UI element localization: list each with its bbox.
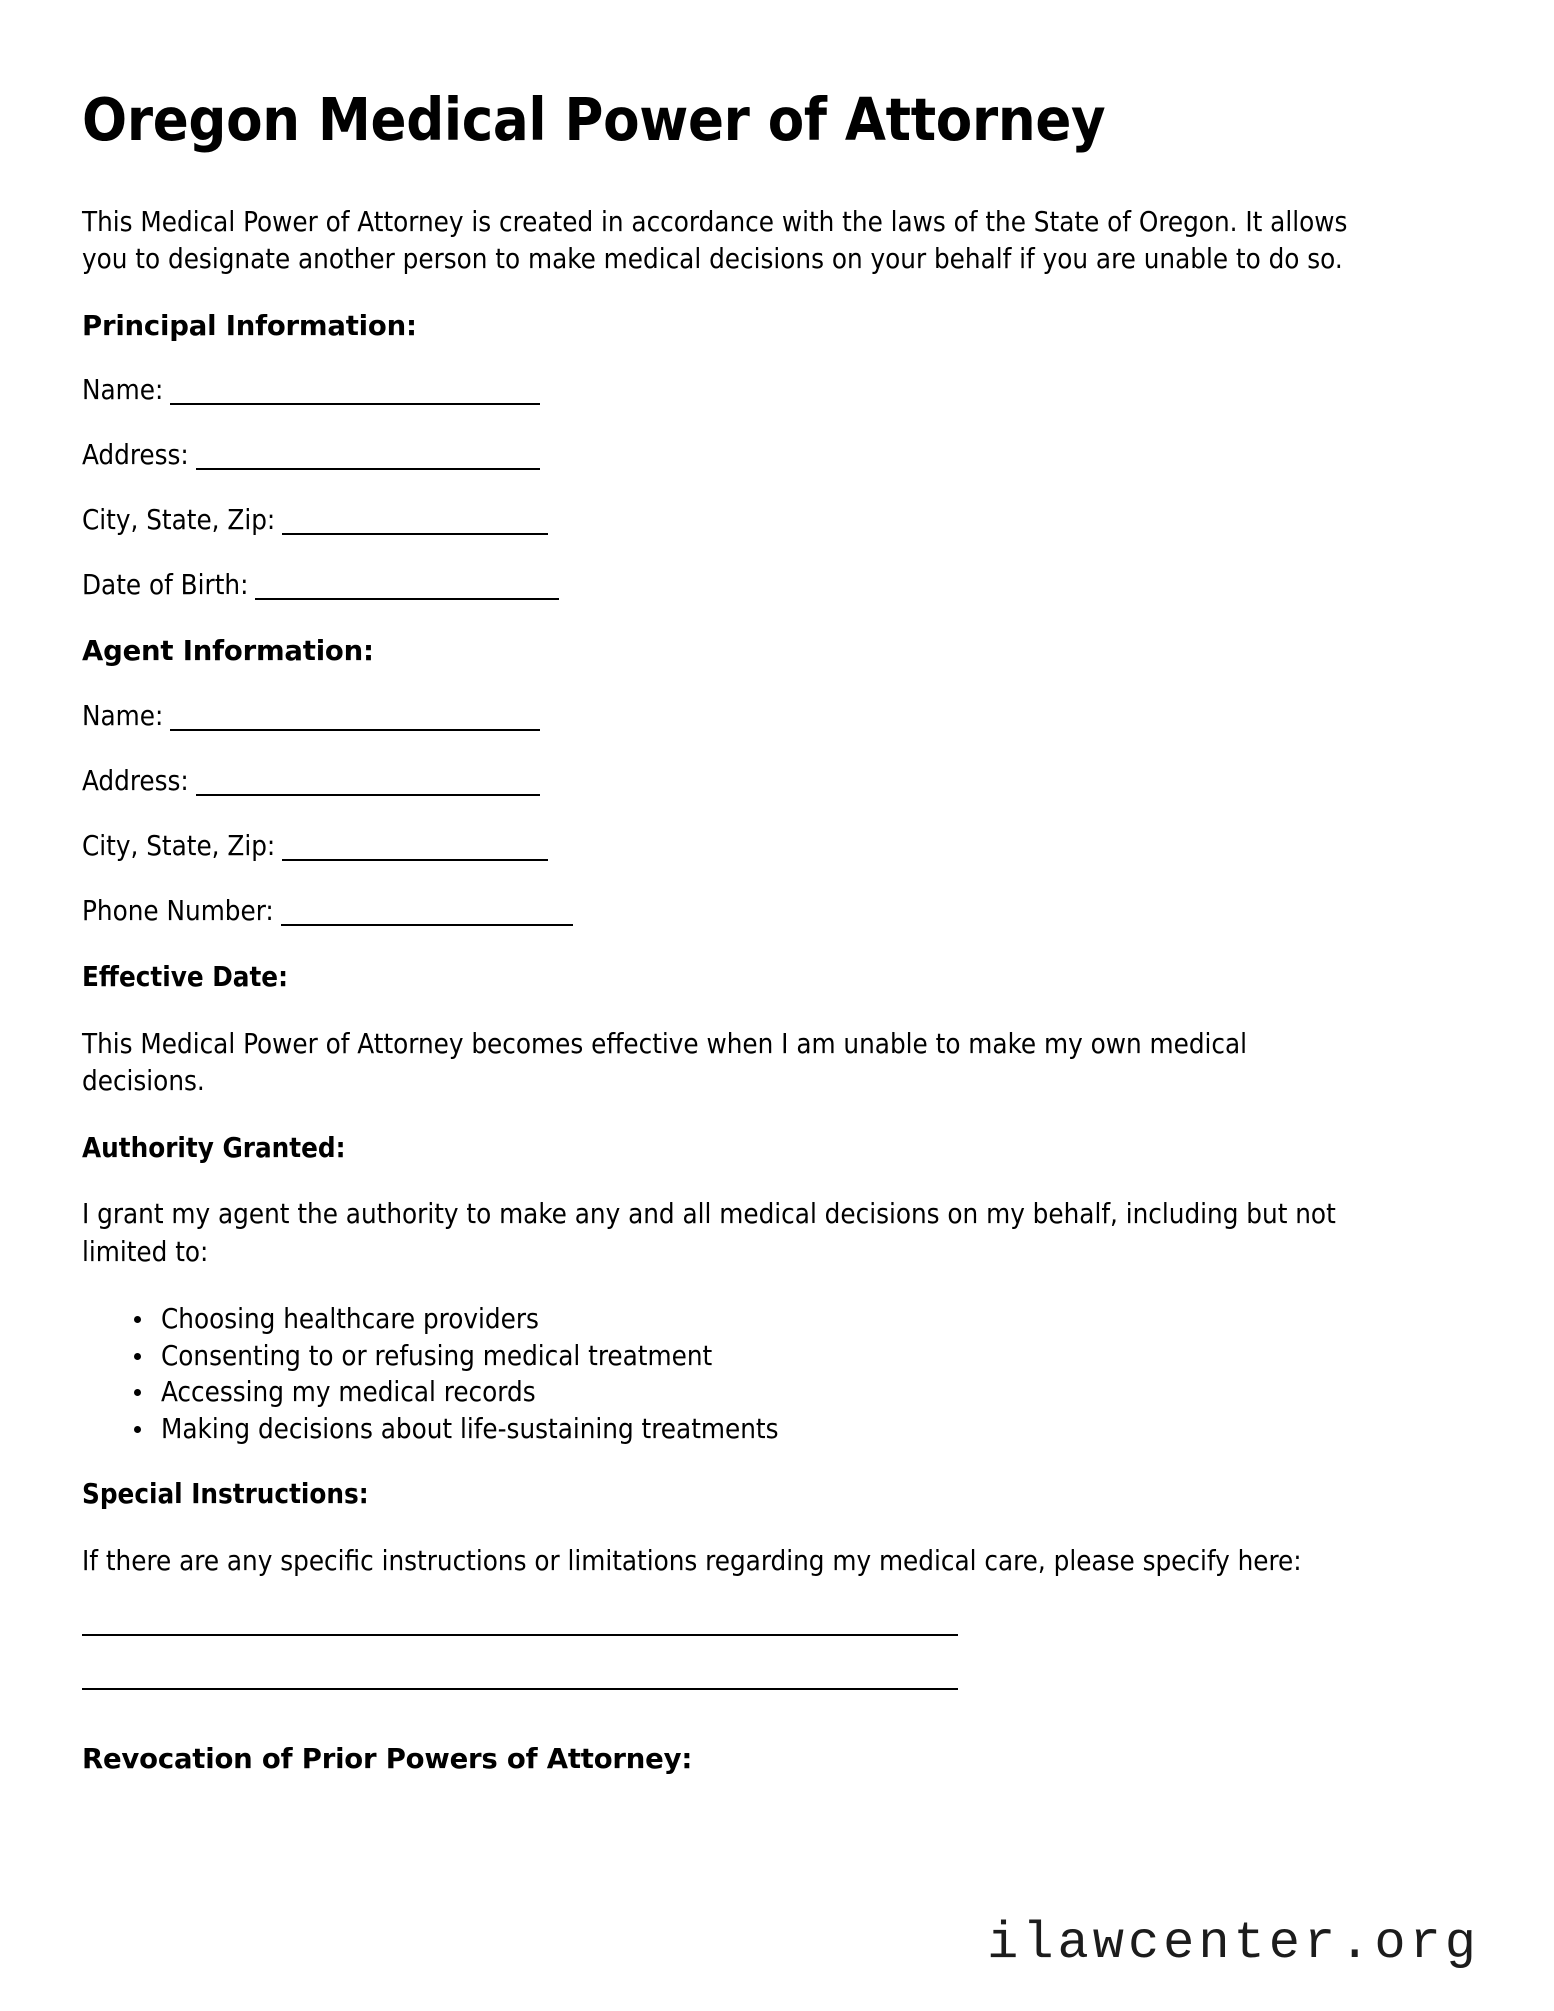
section-heading-special-instructions: Special Instructions: (82, 1478, 369, 1511)
section-heading-principal-information: Principal Information: (82, 309, 417, 342)
special-instructions-write-in-line-1[interactable] (82, 1634, 958, 1636)
field-principal-date-of-birth[interactable] (82, 569, 1382, 602)
section-heading-authority-granted: Authority Granted: (82, 1131, 346, 1164)
field-principal-city-state-zip[interactable] (82, 504, 1382, 537)
authority-granted-body: I grant my agent the authority to make any and all medical decisions on my behalf, including but not limited to: (82, 1198, 1336, 1268)
field-label-agent-city-state-zip: City, State, Zip: (82, 830, 276, 862)
field-rule-principal-date-of-birth[interactable] (255, 598, 559, 600)
list-item: Consenting to or refusing medical treatment (132, 1338, 1382, 1375)
field-agent-city-state-zip[interactable] (82, 830, 1382, 863)
list-item: Choosing healthcare providers (132, 1301, 1382, 1338)
effective-date-body: This Medical Power of Attorney becomes effective when I am unable to make my own medical decisions. (82, 1027, 1248, 1098)
list-item: Making decisions about life-sustaining treatments (132, 1411, 1382, 1448)
field-label-principal-city-state-zip: City, State, Zip: (82, 504, 276, 537)
field-rule-agent-address[interactable] (196, 794, 540, 796)
section-heading-effective-date: Effective Date: (82, 961, 288, 993)
page-title: Oregon Medical Power of Attorney (82, 85, 1106, 154)
field-rule-principal-name[interactable] (170, 403, 540, 405)
field-principal-address[interactable] (82, 439, 1382, 472)
field-label-agent-phone-number: Phone Number: (82, 895, 274, 927)
field-rule-principal-address[interactable] (196, 468, 540, 470)
watermark: ilawcenter.org (987, 1914, 1480, 1973)
field-rule-agent-city-state-zip[interactable] (282, 859, 548, 861)
field-rule-agent-name[interactable] (170, 729, 540, 731)
list-item: Accessing my medical records (132, 1374, 1382, 1411)
field-agent-address[interactable] (82, 765, 1382, 798)
field-label-agent-address: Address: (82, 765, 189, 797)
field-rule-agent-phone-number[interactable] (281, 924, 573, 926)
section-heading-revocation-of-prior-powers-of-attorney: Revocation of Prior Powers of Attorney: (82, 1743, 693, 1776)
field-label-principal-address: Address: (82, 439, 189, 472)
document-content (82, 85, 1382, 1808)
field-agent-phone-number[interactable] (82, 895, 1382, 928)
authority-granted-list (82, 1301, 1382, 1447)
section-heading-agent-information: Agent Information: (82, 635, 374, 668)
field-rule-principal-city-state-zip[interactable] (282, 533, 548, 535)
special-instructions-body: If there are any specific instructions or limitations regarding my medical care, please specify here: (82, 1545, 1302, 1578)
field-label-principal-name: Name: (82, 374, 164, 407)
special-instructions-write-in-line-2[interactable] (82, 1688, 958, 1690)
field-principal-name[interactable] (82, 374, 1382, 407)
field-label-principal-date-of-birth: Date of Birth: (82, 569, 249, 602)
field-agent-name[interactable] (82, 700, 1382, 733)
intro-paragraph: This Medical Power of Attorney is created in accordance with the laws of the State of Oregon. It allows you to designate another person to make medical decisions on your behalf if you are unable to do so. (82, 205, 1348, 276)
field-label-agent-name: Name: (82, 700, 164, 732)
